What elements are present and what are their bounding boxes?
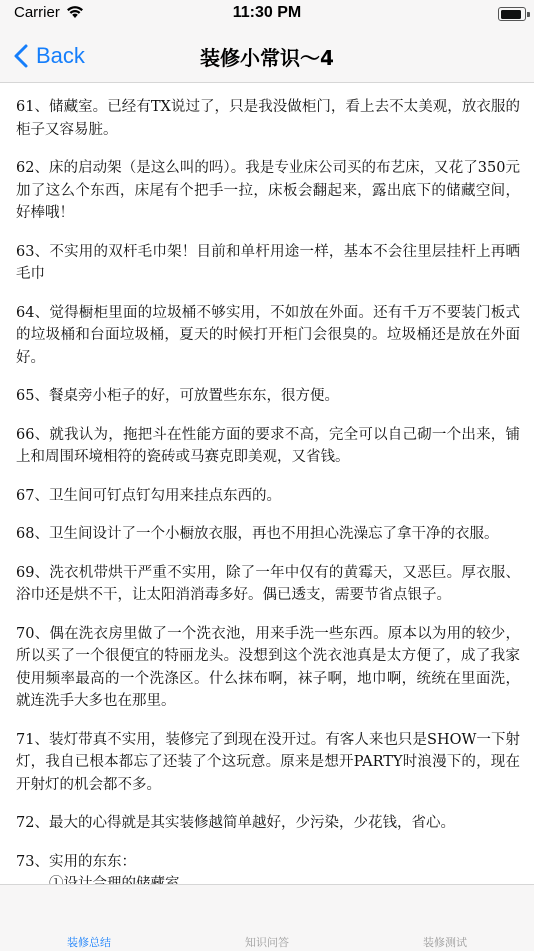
tab-summary[interactable]: 装修总结	[67, 936, 111, 949]
tip-72: 72、最大的心得就是其实装修越简单越好，少污染，少花钱，省心。	[16, 815, 455, 831]
tip-73-heading: 73、实用的东东：	[16, 853, 136, 870]
tip-68: 68、卫生间设计了一个小橱放衣服，再也不用担心洗澡忘了拿干净的衣服。	[16, 526, 499, 542]
tip-65: 65、餐桌旁小柜子的好，可放置些东东，很方便。	[16, 388, 339, 404]
tip-64: 64、觉得橱柜里面的垃圾桶不够实用，不如放在外面。还有千万不要装门板式的垃圾桶和台面垃圾桶，夏天的时候打开柜门会很臭的。垃圾桶还是放在外面好。	[16, 304, 520, 366]
back-label: Back	[36, 43, 85, 68]
carrier-label: Carrier	[14, 4, 60, 21]
tip-67: 67、卫生间可钉点钉勾用来挂点东西的。	[16, 487, 281, 504]
tip-66: 66、就我认为，拖把斗在性能方面的要求不高，完全可以自己砌一个出来，铺上和周围环境相符的瓷砖或马赛克即美观，又省钱。	[16, 426, 520, 465]
tip-70: 70、偶在洗衣房里做了一个洗衣池，用来手洗一些东西。原本以为用的较少，所以买了一个很便宜的特丽龙头。没想到这个洗衣池真是太方便了，成了我家使用频率最高的一个洗涤区。什么抹布啊，袜子啊，地巾啊，统统在里面洗，就连洗手大多也在那里。	[16, 625, 520, 709]
tab-qa[interactable]: 知识问答	[245, 936, 289, 949]
battery-icon	[498, 7, 526, 21]
clock: 11:30 PM	[232, 4, 302, 21]
tab-test[interactable]: 装修测试	[423, 936, 467, 949]
tip-62: 62、床的启动架（是这么叫的吗）。我是专业床公司买的布艺床，又花了350元加了这么个东西，床尾有个把手一拉，床板会翻起来，露出底下的储藏空间，好棒哦！	[16, 160, 520, 221]
tab-bar	[0, 884, 534, 951]
tips-content[interactable]	[16, 96, 520, 883]
navigation-bar	[0, 30, 534, 83]
tip-71: 71、装灯带真不实用，装修完了到现在没开过。有客人来也只是SHOW一下射灯，我自已根本都忘了还装了个这玩意。原来是想开PARTY时浪漫下的，现在开射灯的机会都不多。	[16, 731, 520, 793]
tip-63: 63、不实用的双杆毛巾架！目前和单杆用途一样，基本不会往里层挂杆上再晒毛巾	[16, 243, 520, 282]
status-bar	[0, 0, 534, 30]
page-title: 装修小常识～4	[200, 46, 334, 70]
tip-69: 69、洗衣机带烘干严重不实用，除了一年中仅有的黄霉天，又恶巨。厚衣服、浴巾还是烘不干，让太阳消消毒多好。偶已透支，需要节省点银子。	[16, 564, 520, 603]
tip-61: 61、储藏室。已经有TX说过了，只是我没做柜门，看上去不太美观，放衣服的柜子又容易脏。	[16, 99, 520, 138]
